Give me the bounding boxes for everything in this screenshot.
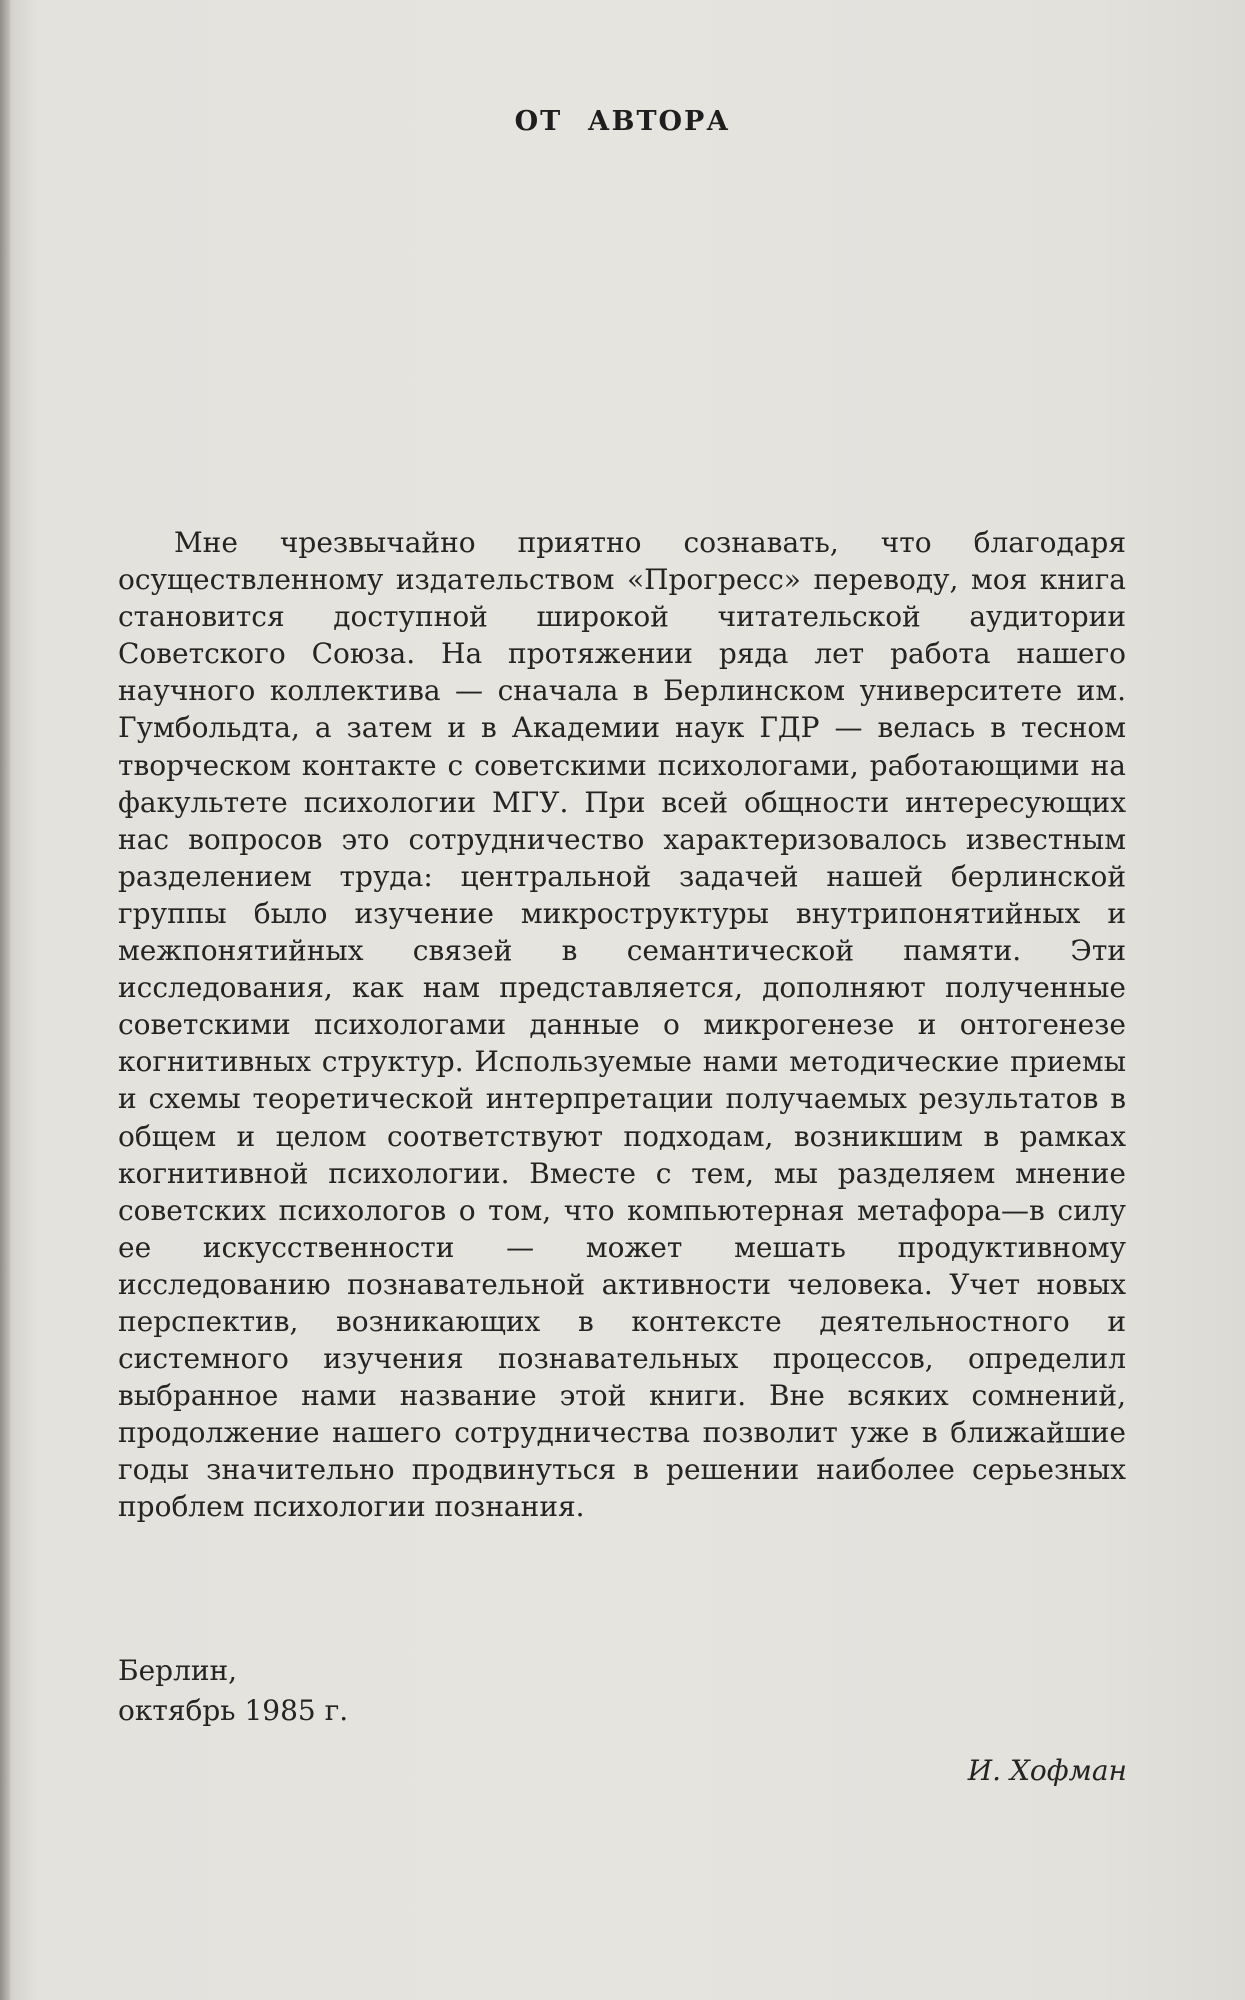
date-line: октябрь 1985 г. bbox=[118, 1694, 349, 1727]
page-binding-edge bbox=[0, 0, 10, 2000]
place-line: Берлин, bbox=[118, 1654, 238, 1687]
preface-paragraph: Мне чрезвычайно приятно сознавать, что благодаря осуществленному издательством «Прогресс» переводу, моя книга становится доступной широкой читательской аудитории Советского Союза. На протяжении ряда лет работа нашего научного коллектива — сначала в Берлинском университете им. Гумбольдта, а затем и в Академии наук ГДР — велась в тесном творческом контакте с советскими психологами, работающими на факультете психологии МГУ. При всей общности интересующих нас вопросов это сотрудничество характеризовалось известным разделением труда: центральной задачей нашей берлинской группы было изучение микроструктуры внутрипонятийных и межпонятийных связей в семантической памяти. Эти исследования, как нам представляется, дополняют полученные советскими психологами данные о микрогенезе и онтогенезе когнитивных структур. Используемые нами методические приемы и схемы теоретической интерпретации получаемых результатов в общем и целом соответствуют подходам, возникшим в рамках когнитивной психологии. Вместе с тем, мы разделяем мнение советских психологов о том, что компьютерная метафора—в силу ее искусственности — может мешать продуктивному исследованию познавательной активности человека. Учет новых перспектив, возникающих в контексте деятельностного и системного изучения познавательных процессов, определил выбранное нами название этой книги. Вне всяких сомнений, продолжение нашего сотрудничества позволит уже в ближайшие годы значительно продвинуться в решении наиболее серьезных проблем психологии познания. bbox=[118, 526, 1126, 1524]
page-heading: ОТ АВТОРА bbox=[514, 106, 731, 138]
author-signature: И. Хофман bbox=[967, 1754, 1127, 1787]
